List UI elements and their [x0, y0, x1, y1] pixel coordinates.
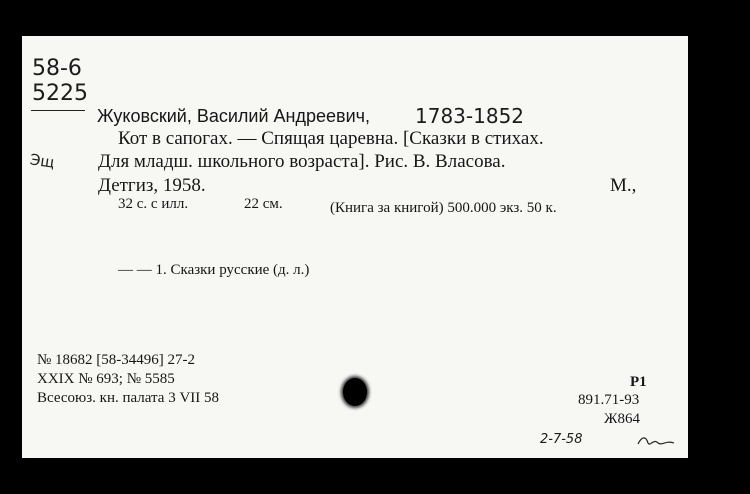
margin-mark: Эщ: [28, 150, 56, 172]
call-number-top: 58-6: [32, 56, 82, 81]
classification-2: 891.71-93: [578, 392, 640, 408]
series-note: (Книга за книгой) 500.000 экз. 50 к.: [330, 200, 557, 216]
subject-heading: — — 1. Сказки русские (д. л.): [118, 262, 310, 278]
title-line-1: Кот в сапогах. — Спящая царевна. [Сказки в стихах.: [118, 128, 544, 149]
footer-note: 2-7-58: [540, 432, 583, 447]
record-line-3: Всесоюз. кн. палата 3 VII 58: [37, 390, 220, 406]
author-years: 1783-1852: [415, 104, 525, 128]
record-line-1: № 18682 [58-34496] 27-2: [37, 352, 196, 368]
publisher-year: Детгиз, 1958.: [98, 175, 206, 196]
classification-1: Р1: [630, 374, 647, 390]
classification-3: Ж864: [604, 411, 640, 427]
record-line-2: XXIX № 693; № 5585: [37, 371, 175, 387]
call-number-divider: [31, 110, 85, 111]
pages: 32 с. с илл.: [118, 196, 189, 212]
punch-hole: [343, 378, 367, 406]
call-number-bottom: 5225: [32, 81, 88, 106]
publication-place: М.,: [610, 175, 637, 196]
catalog-card: [22, 36, 688, 458]
title-line-2: Для младш. школьного возраста]. Рис. В. Власова.: [98, 151, 506, 172]
author-heading: Жуковский, Василий Андреевич,: [97, 106, 371, 126]
size: 22 см.: [244, 196, 283, 212]
signature-icon: [636, 434, 676, 448]
